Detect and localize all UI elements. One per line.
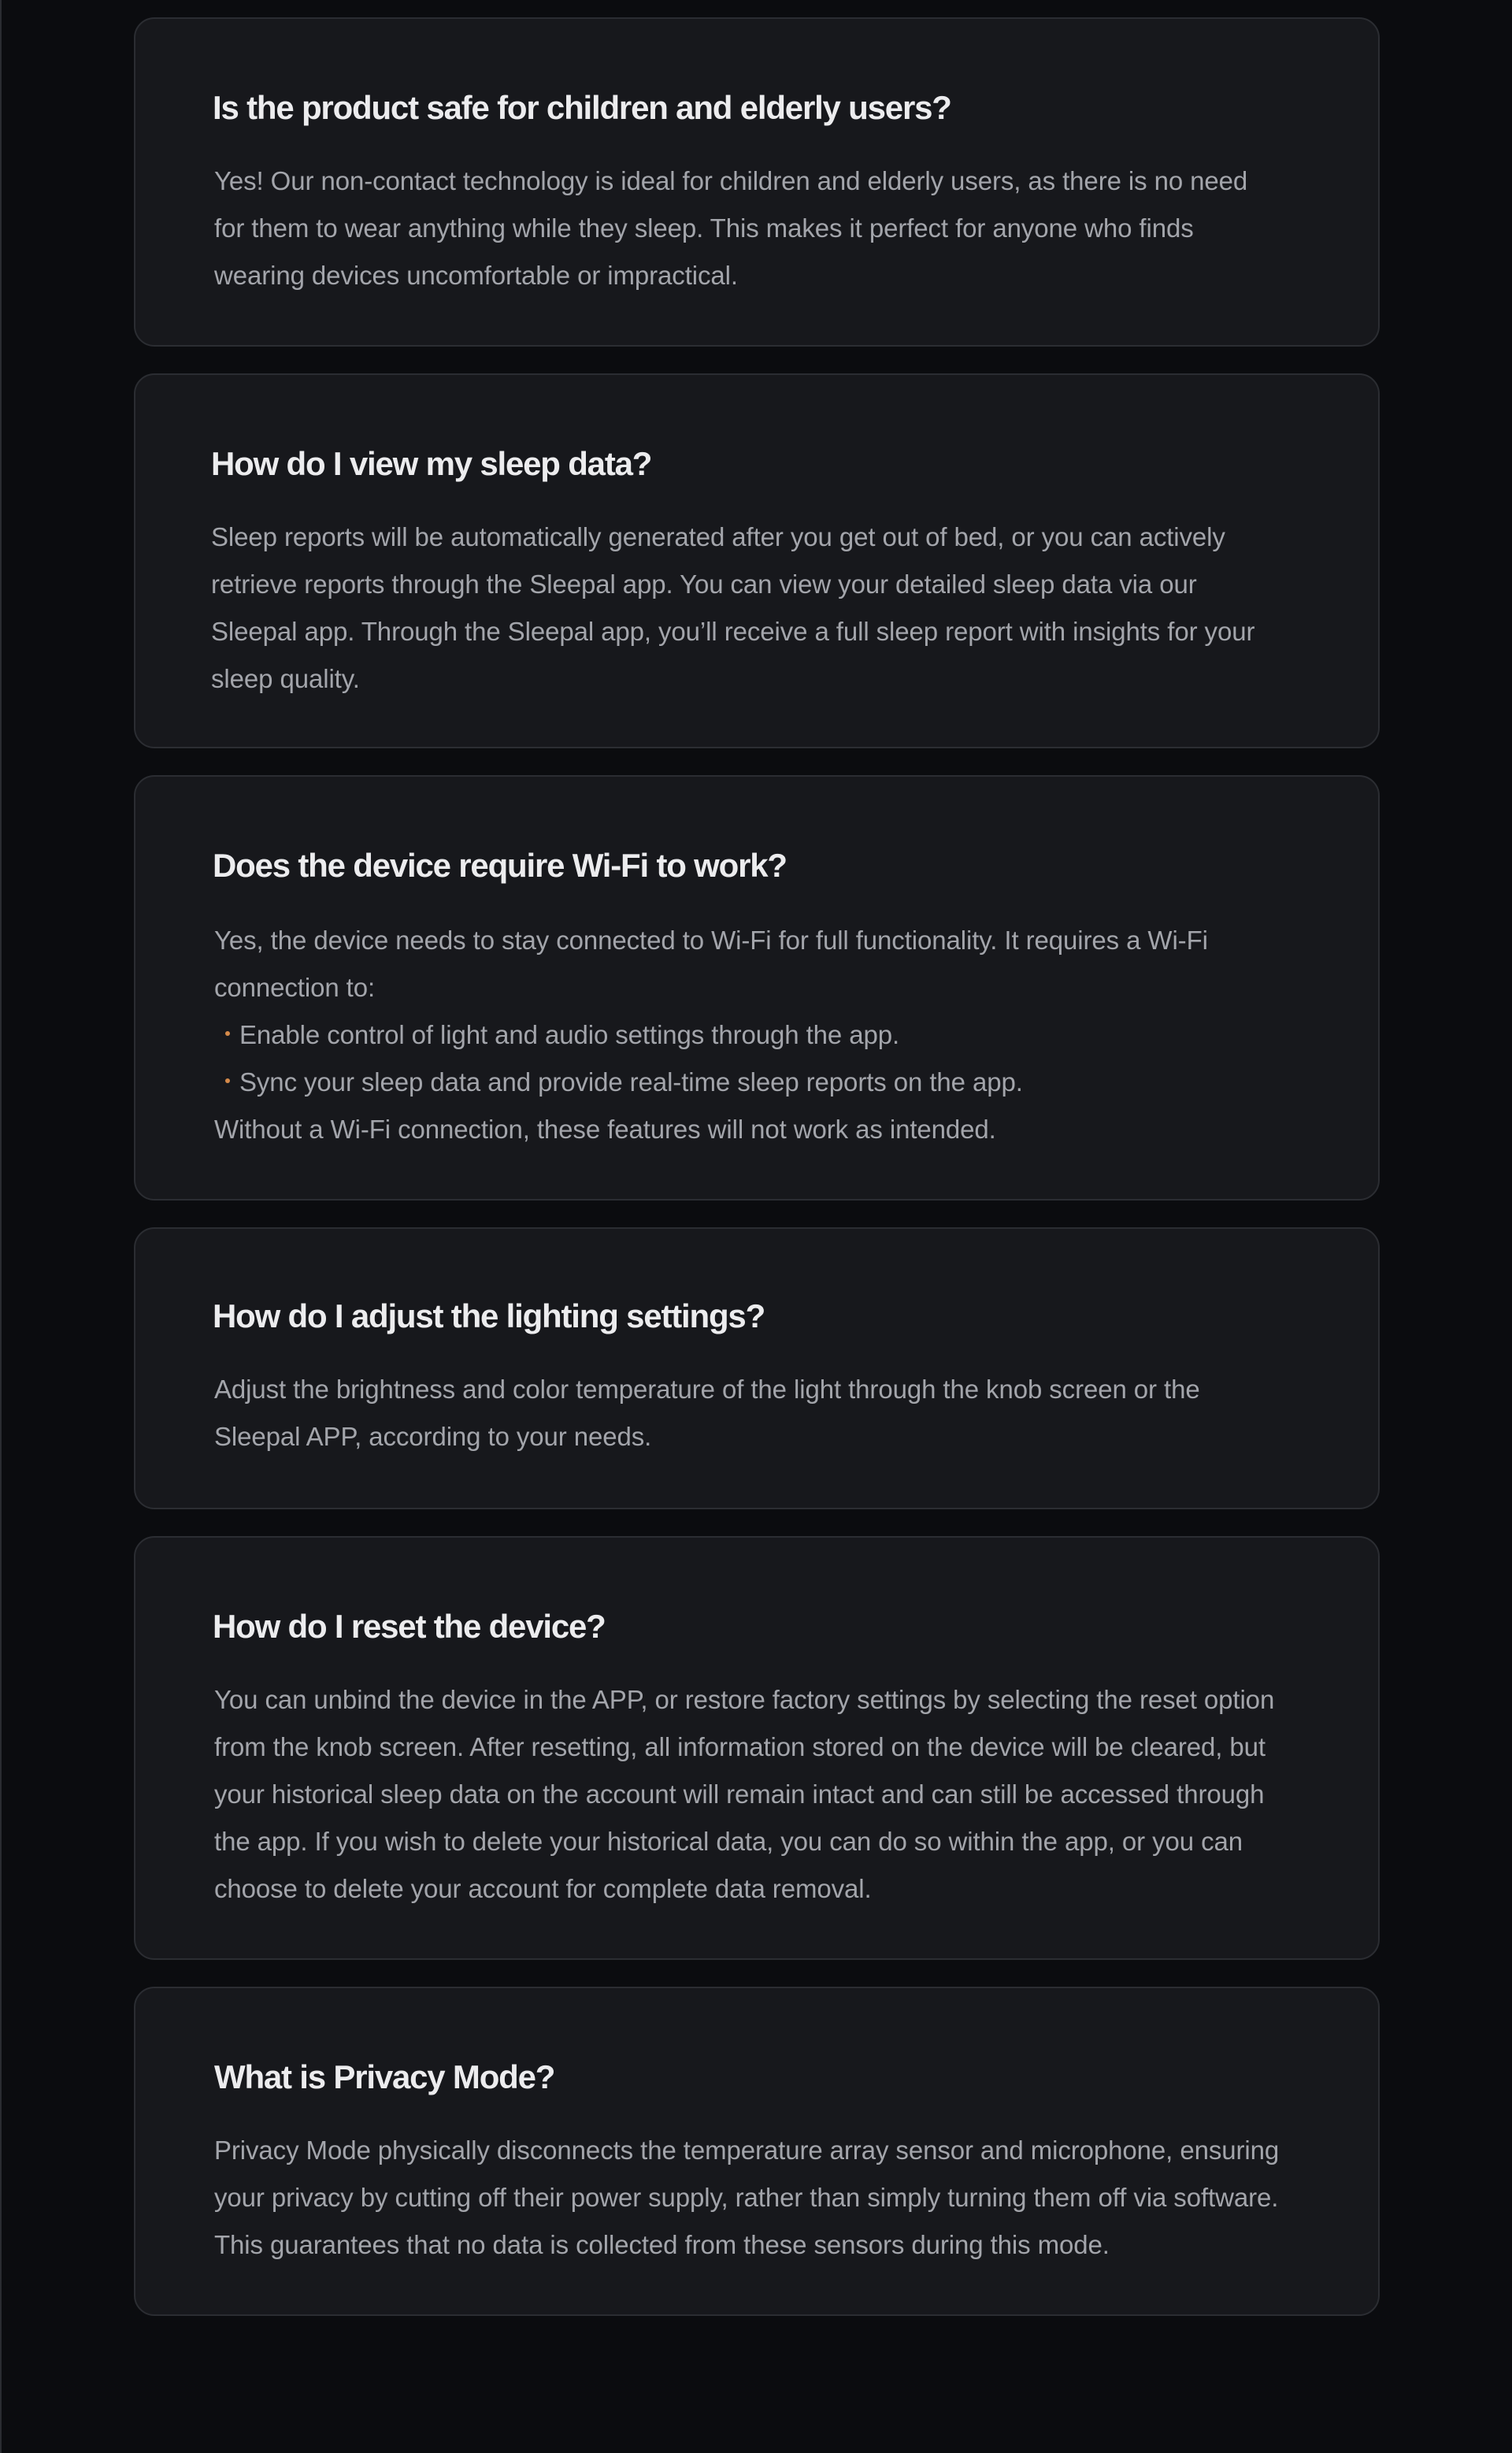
page-edge-divider — [0, 0, 2, 2453]
faq-answer — [213, 1676, 1284, 1913]
faq-question: How do I view my sleep data? — [211, 445, 652, 482]
faq-answer-text: You can unbind the device in the APP, or restore factory settings by selecting the reset option from the knob screen. After resetting, all information stored on the device will be cleared, but your historical sleep data on the account will remain intact and can still be accessed through the app. If you wish to delete your historical data, you can do so within the app, or you can choose to delete your account for complete data removal. — [214, 1685, 1275, 1903]
faq-answer — [213, 1366, 1284, 1460]
faq-item-wifi-requirement[interactable] — [134, 775, 1380, 1201]
faq-item-privacy-mode[interactable] — [134, 1987, 1380, 2316]
faq-item-view-sleep-data[interactable] — [134, 373, 1380, 748]
faq-answer-text: Sleep reports will be automatically generated after you get out of bed, or you can actively retrieve reports through the Sleepal app. You can view your detailed sleep data via our Sleepal app. Through the Sleepal app, you’ll receive a full sleep report with insights for your sleep quality. — [211, 522, 1255, 693]
faq-answer — [213, 158, 1284, 299]
faq-question: Does the device require Wi-Fi to work? — [213, 847, 787, 884]
faq-question: Is the product safe for children and elderly users? — [213, 89, 951, 126]
faq-question: How do I adjust the lighting settings? — [213, 1297, 765, 1334]
faq-bullet-item — [214, 1011, 1284, 1059]
faq-question: What is Privacy Mode? — [214, 2058, 555, 2095]
faq-item-reset-device[interactable] — [134, 1536, 1380, 1960]
faq-list — [134, 17, 1380, 2343]
faq-item-child-safety[interactable] — [134, 17, 1380, 347]
faq-answer — [214, 2127, 1299, 2269]
faq-bullet-text: Sync your sleep data and provide real-time sleep reports on the app. — [239, 1067, 1023, 1097]
faq-answer-text: Adjust the brightness and color temperature of the light through the knob screen or the Sleepal APP, according to your needs. — [214, 1375, 1200, 1451]
bullet-dot-icon — [225, 1078, 230, 1083]
faq-answer-outro: Without a Wi-Fi connection, these features will not work as intended. — [214, 1115, 996, 1144]
faq-answer-intro: Yes, the device needs to stay connected to Wi-Fi for full functionality. It requires a Wi-Fi connection to: — [214, 926, 1208, 1002]
bullet-dot-icon — [225, 1031, 230, 1036]
faq-item-lighting-settings[interactable] — [134, 1227, 1380, 1509]
faq-question: How do I reset the device? — [213, 1608, 606, 1645]
faq-answer-text: Yes! Our non-contact technology is ideal for children and elderly users, as there is no need for them to wear anything while they sleep. This makes it perfect for anyone who finds wearing devices uncomfortable or impractical. — [214, 166, 1248, 290]
faq-answer — [211, 514, 1284, 703]
faq-bullet-text: Enable control of light and audio settings through the app. — [239, 1020, 900, 1049]
faq-bullet-item — [214, 1059, 1284, 1106]
faq-answer-text: Privacy Mode physically disconnects the temperature array sensor and microphone, ensuring your privacy by cutting off their power supply, rather than simply turning them off via software. This guarantees that no data is collected from these sensors during this mode. — [214, 2136, 1280, 2259]
faq-answer — [213, 917, 1284, 1153]
